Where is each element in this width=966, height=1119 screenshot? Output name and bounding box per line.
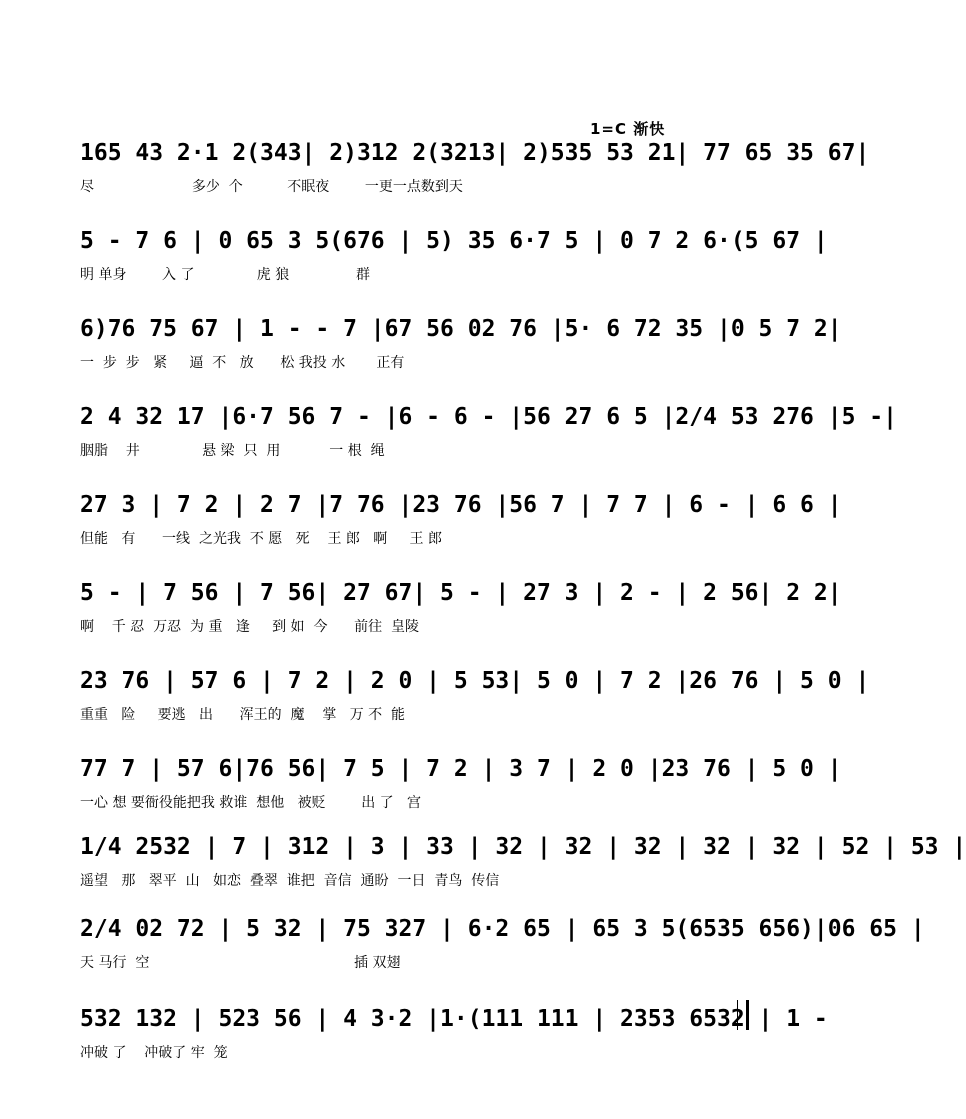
score-system-5 xyxy=(0,482,842,552)
notation-line: 165 43 2·1 2(343| 2)312 2(3213| 2)535 53 21| 77 65 35 67| xyxy=(80,140,870,166)
lyrics-line: 重重 险 要逃 出 浑王的 魔 掌 万 不 能 xyxy=(80,707,406,723)
score-system-4 xyxy=(0,394,897,464)
score-system-10 xyxy=(0,906,925,976)
notation-line: 1/4 2532 | 7 | 312 | 3 | 33 | 32 | 32 | 32 | 32 | 32 | 52 | 53 | xyxy=(80,834,966,860)
score-system-7 xyxy=(0,658,870,728)
score-system-8 xyxy=(0,746,842,816)
lyrics-line: 遥望 那 翠平 山 如恋 叠翠 谁把 音信 通盼 一日 青鸟 传信 xyxy=(80,873,500,889)
score-system-6 xyxy=(0,570,842,640)
score-system-2 xyxy=(0,218,828,288)
score-system-3 xyxy=(0,306,842,376)
notation-line: 27 3 | 7 2 | 2 7 |7 76 |23 76 |56 7 | 7 7 | 6 - | 6 6 | xyxy=(80,492,842,518)
lyrics-line: 啊 千 忍 万忍 为 重 逢 到 如 今 前往 皇陵 xyxy=(80,619,420,635)
notation-line: 2/4 02 72 | 5 32 | 75 327 | 6·2 65 | 65 3 5(6535 656)|06 65 | xyxy=(80,916,925,942)
lyrics-line: 天 马行 空 插 双翅 xyxy=(80,955,401,971)
score-system-9 xyxy=(0,824,966,894)
lyrics-line: 但能 有 一线 之光我 不 愿 死 王 郎 啊 王 郎 xyxy=(80,531,442,547)
lyrics-line: 一心 想 要衙役能把我 救谁 想他 被贬 出 了 宫 xyxy=(80,795,422,811)
lyrics-line: 尽 多少 个 不眠夜 一更一点数到天 xyxy=(80,179,463,195)
score-system-1 xyxy=(0,130,870,200)
notation-line: 532 132 | 523 56 | 4 3·2 |1·(111 111 | 2353 6532 | 1 - xyxy=(80,1006,828,1032)
lyrics-line: 明 单身 入 了 虎 狼 群 xyxy=(80,267,371,283)
lyrics-line: 胭脂 井 悬 梁 只 用 一 根 绳 xyxy=(80,443,385,459)
lyrics-line: 一 步 步 紧 逼 不 放 松 我投 水 正有 xyxy=(80,355,405,371)
notation-line: 5 - | 7 56 | 7 56| 27 67| 5 - | 27 3 | 2 - | 2 56| 2 2| xyxy=(80,580,842,606)
lyrics-line: 冲破 了 冲破了 牢 笼 xyxy=(80,1045,228,1061)
notation-line: 5 - 7 6 | 0 65 3 5(676 | 5) 35 6·7 5 | 0 7 2 6·(5 67 | xyxy=(80,228,828,254)
notation-line: 6)76 75 67 | 1 - - 7 |67 56 02 76 |5· 6 72 35 |0 5 7 2| xyxy=(80,316,842,342)
final-barline xyxy=(737,1000,749,1030)
notation-line: 77 7 | 57 6|76 56| 7 5 | 7 2 | 3 7 | 2 0 |23 76 | 5 0 | xyxy=(80,756,842,782)
notation-line: 2 4 32 17 |6·7 56 7 - |6 - 6 - |56 27 6 5 |2/4 53 276 |5 -| xyxy=(80,404,897,430)
tempo-marking: 1=C 渐快 xyxy=(590,120,666,138)
notation-line: 23 76 | 57 6 | 7 2 | 2 0 | 5 53| 5 0 | 7 2 |26 76 | 5 0 | xyxy=(80,668,870,694)
score-system-11 xyxy=(0,996,828,1066)
